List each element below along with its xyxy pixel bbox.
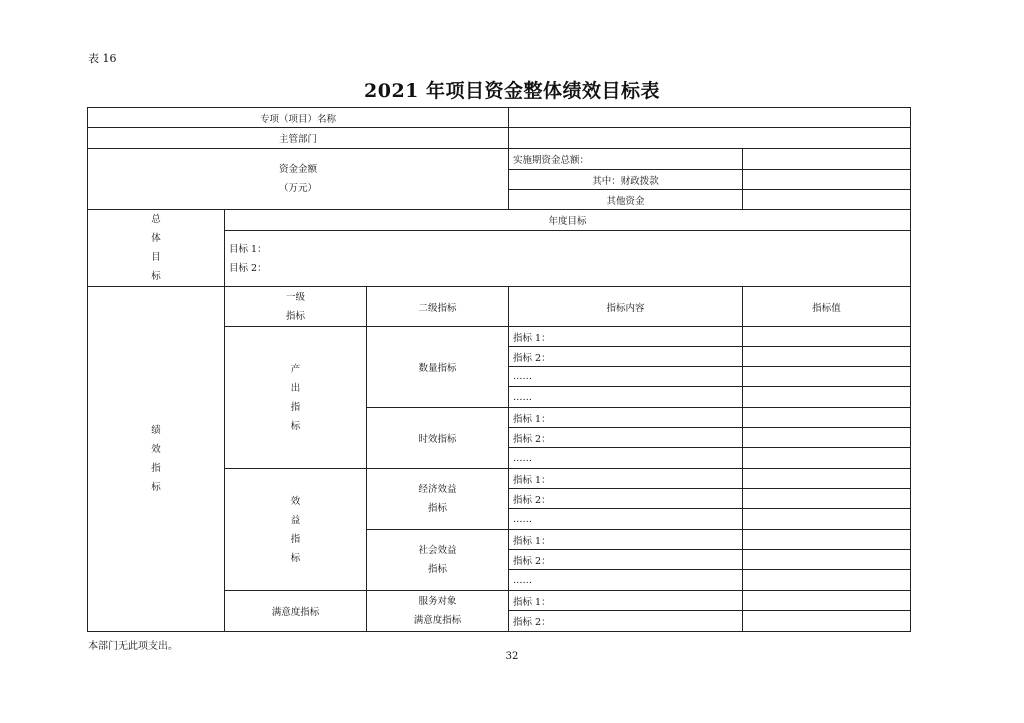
economic-row-value[interactable] [743,489,911,509]
timeliness-row-label[interactable]: 指标 1： [509,408,743,428]
page-number: 32 [505,651,519,662]
goal-2-label: 目标 2： [229,262,267,274]
performance-indicator-label: 绩 效 指 标 [88,287,225,632]
goal-1-label: 目标 1： [229,243,267,255]
timeliness-row-label[interactable]: …… [509,448,743,469]
satisfaction-row-label[interactable]: 指标 1： [509,591,743,611]
economic-row-value[interactable] [743,469,911,489]
indicator-value-header: 指标值 [743,287,911,327]
quantity-row-value[interactable] [743,367,911,387]
benefit-indicator-label: 效 益 指 标 [225,469,367,591]
quantity-row-label[interactable]: …… [509,367,743,387]
timeliness-row-label[interactable]: 指标 2： [509,428,743,448]
fund-other-label: 其他资金 [509,190,743,210]
timeliness-row-value[interactable] [743,408,911,428]
quantity-row-value[interactable] [743,387,911,408]
project-name-label: 专项（项目）名称 [88,108,509,128]
timeliness-row-value[interactable] [743,448,911,469]
fund-amount-label: 资金金额 （万元） [88,149,509,210]
satisfaction-row-label[interactable]: 指标 2： [509,611,743,632]
department-label: 主管部门 [88,128,509,149]
overall-goal-label: 总 体 目 标 [88,210,225,287]
quantity-row-value[interactable] [743,347,911,367]
satisfaction-row-value[interactable] [743,591,911,611]
social-benefit-label: 社会效益 指标 [367,530,509,591]
quantity-row-label[interactable]: …… [509,387,743,408]
project-name-value[interactable] [509,108,911,128]
economic-row-label[interactable]: 指标 2： [509,489,743,509]
quantity-indicator-label: 数量指标 [367,327,509,408]
annual-goal-content[interactable] [225,231,911,287]
social-row-value[interactable] [743,530,911,550]
social-row-value[interactable] [743,550,911,570]
social-row-label[interactable]: …… [509,570,743,591]
quantity-row-label[interactable]: 指标 1： [509,327,743,347]
level2-indicator-header: 二级指标 [367,287,509,327]
social-row-label[interactable]: 指标 2： [509,550,743,570]
department-value[interactable] [509,128,911,149]
fund-fiscal-value[interactable] [743,170,911,190]
table-label: 表 16 [88,52,117,65]
economic-row-value[interactable] [743,509,911,530]
fund-total-label: 实施期资金总额： [509,149,743,170]
economic-row-label[interactable]: 指标 1： [509,469,743,489]
footnote: 本部门无此项支出。 [88,641,178,652]
quantity-row-value[interactable] [743,327,911,347]
annual-goal-header: 年度目标 [225,210,911,231]
fund-fiscal-label: 其中：财政拨款 [509,170,743,190]
satisfaction-indicator-label: 满意度指标 [225,591,367,632]
document-title: 2021 年项目资金整体绩效目标表 [364,80,660,102]
economic-row-label[interactable]: …… [509,509,743,530]
level1-indicator-header: 一级 指标 [225,287,367,327]
fund-other-value[interactable] [743,190,911,210]
timeliness-indicator-label: 时效指标 [367,408,509,469]
social-row-value[interactable] [743,570,911,591]
output-indicator-label: 产 出 指 标 [225,327,367,469]
service-satisfaction-label: 服务对象 满意度指标 [367,591,509,632]
performance-target-table [87,107,911,632]
satisfaction-row-value[interactable] [743,611,911,632]
quantity-row-label[interactable]: 指标 2： [509,347,743,367]
fund-total-value[interactable] [743,149,911,170]
social-row-label[interactable]: 指标 1： [509,530,743,550]
indicator-content-header: 指标内容 [509,287,743,327]
timeliness-row-value[interactable] [743,428,911,448]
economic-benefit-label: 经济效益 指标 [367,469,509,530]
